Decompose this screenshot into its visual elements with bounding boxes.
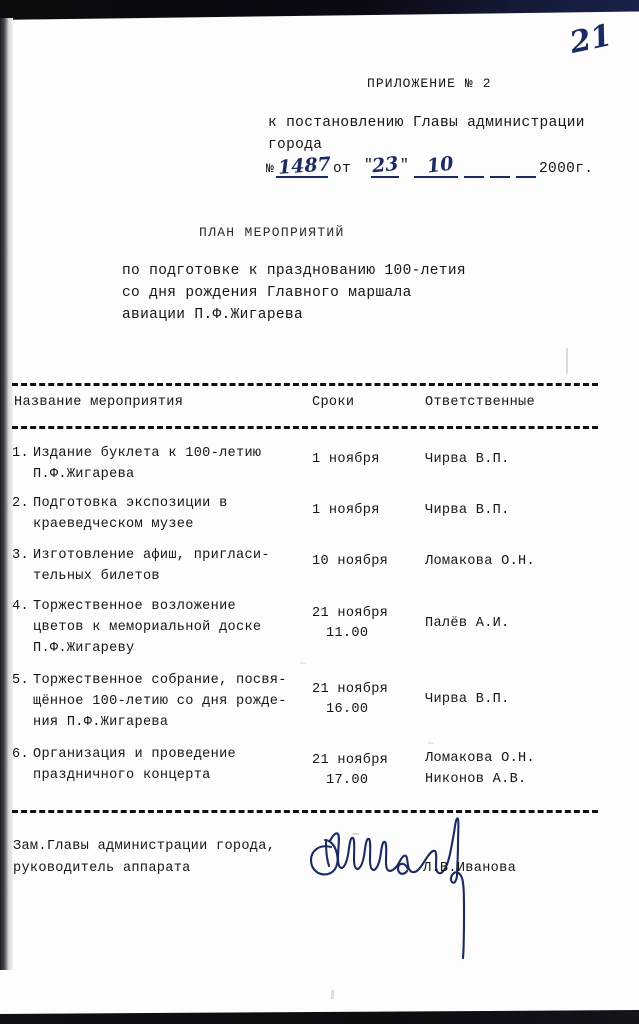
row-number: 6. bbox=[12, 747, 29, 762]
row-name-line: Издание буклета к 100-летию bbox=[33, 446, 262, 461]
year-suffix: 2000г. bbox=[539, 161, 594, 177]
row-date-line: 21 ноября bbox=[312, 753, 389, 768]
scan-speck bbox=[566, 348, 568, 374]
row-name-line: Торжественное возложение bbox=[33, 599, 236, 614]
doc-number-underline bbox=[276, 176, 328, 178]
row-date-line: 16.00 bbox=[326, 702, 369, 717]
day-handwritten-value: 23 bbox=[370, 152, 400, 178]
signature-name: Л.В.Иванова bbox=[423, 861, 517, 876]
row-name-line: ния П.Ф.Жигарева bbox=[33, 715, 169, 730]
row-number: 1. bbox=[12, 446, 29, 461]
reference-line-1: к постановлению Главы администрации bbox=[268, 115, 585, 131]
signature-position-line-1: Зам.Главы администрации города, bbox=[13, 839, 276, 854]
row-name-line: праздничного концерта bbox=[33, 768, 211, 783]
row-number: 4. bbox=[12, 599, 29, 614]
month-underline bbox=[414, 176, 458, 178]
row-date-line: 21 ноября bbox=[312, 606, 389, 621]
row-responsible-line: Ломакова О.Н. bbox=[425, 554, 535, 569]
row-name-line: тельных билетов bbox=[33, 569, 160, 584]
from-word: от bbox=[333, 161, 352, 177]
row-date-line: 17.00 bbox=[326, 773, 369, 788]
row-name-line: цветов к мемориальной доске bbox=[33, 620, 262, 635]
row-name-line: Торжественное собрание, посвя- bbox=[33, 673, 287, 688]
signature-position-line-2: руководитель аппарата bbox=[13, 861, 191, 876]
row-number: 3. bbox=[12, 548, 29, 563]
row-name-line: П.Ф.Жигареву bbox=[33, 641, 135, 656]
scan-edge-left bbox=[0, 18, 9, 970]
row-number: 5. bbox=[12, 673, 29, 688]
table-bottom-rule bbox=[12, 810, 598, 813]
column-header-responsible: Ответственные bbox=[425, 395, 535, 410]
doc-number-handwritten-value: 1487 bbox=[277, 153, 332, 179]
row-date-line: 1 ноября bbox=[312, 452, 380, 467]
row-name-line: Организация и проведение bbox=[33, 747, 236, 762]
appendix-label: ПРИЛОЖЕНИЕ № 2 bbox=[367, 76, 492, 91]
blank-underline-4 bbox=[516, 176, 536, 178]
month-handwritten-value: 10 bbox=[425, 152, 455, 178]
row-responsible-line: Палёв А.И. bbox=[425, 616, 510, 631]
row-responsible-line: Чирва В.П. bbox=[425, 503, 510, 518]
handwritten-page-number: 21 bbox=[566, 18, 615, 61]
subtitle-line-1: по подготовке к празднованию 100-летия bbox=[122, 263, 466, 279]
row-name-line: Подготовка экспозиции в bbox=[33, 496, 228, 511]
table-header-rule bbox=[12, 426, 598, 429]
table-top-rule bbox=[12, 383, 598, 386]
scan-edge-top bbox=[0, 0, 639, 20]
row-responsible-line: Чирва В.П. bbox=[425, 452, 510, 467]
doc-number-symbol: № bbox=[266, 161, 275, 176]
row-number: 2. bbox=[12, 496, 29, 511]
scan-speck bbox=[331, 990, 334, 999]
column-header-date: Сроки bbox=[312, 395, 355, 410]
row-name-line: щённое 100-летию со дня рожде- bbox=[33, 694, 287, 709]
row-responsible-line: Никонов А.В. bbox=[425, 772, 527, 787]
row-name-line: Изготовление афиш, пригласи- bbox=[33, 548, 270, 563]
column-header-name: Название мероприятия bbox=[14, 395, 184, 410]
quote-open: " bbox=[364, 158, 374, 174]
page-title: ПЛАН МЕРОПРИЯТИЙ bbox=[199, 225, 345, 240]
row-date-line: 1 ноября bbox=[312, 503, 380, 518]
reference-line-2: города bbox=[268, 137, 323, 153]
row-name-line: краеведческом музее bbox=[33, 517, 194, 532]
blank-underline-3 bbox=[490, 176, 510, 178]
row-date-line: 11.00 bbox=[326, 626, 369, 641]
row-date-line: 21 ноября bbox=[312, 682, 389, 697]
subtitle-line-3: авиации П.Ф.Жигарева bbox=[122, 307, 304, 323]
blank-underline-2 bbox=[464, 176, 484, 178]
scan-speck bbox=[428, 742, 434, 744]
row-name-line: П.Ф.Жигарева bbox=[33, 467, 135, 482]
day-underline bbox=[371, 176, 399, 178]
scan-speck bbox=[300, 662, 306, 664]
row-responsible-line: Ломакова О.Н. bbox=[425, 751, 535, 766]
subtitle-line-2: со дня рождения Главного маршала bbox=[122, 285, 412, 301]
quote-close: " bbox=[400, 158, 410, 174]
scan-edge-bottom bbox=[0, 1010, 639, 1024]
handwritten-signature bbox=[305, 818, 515, 968]
row-responsible-line: Чирва В.П. bbox=[425, 692, 510, 707]
row-date-line: 10 ноября bbox=[312, 554, 389, 569]
